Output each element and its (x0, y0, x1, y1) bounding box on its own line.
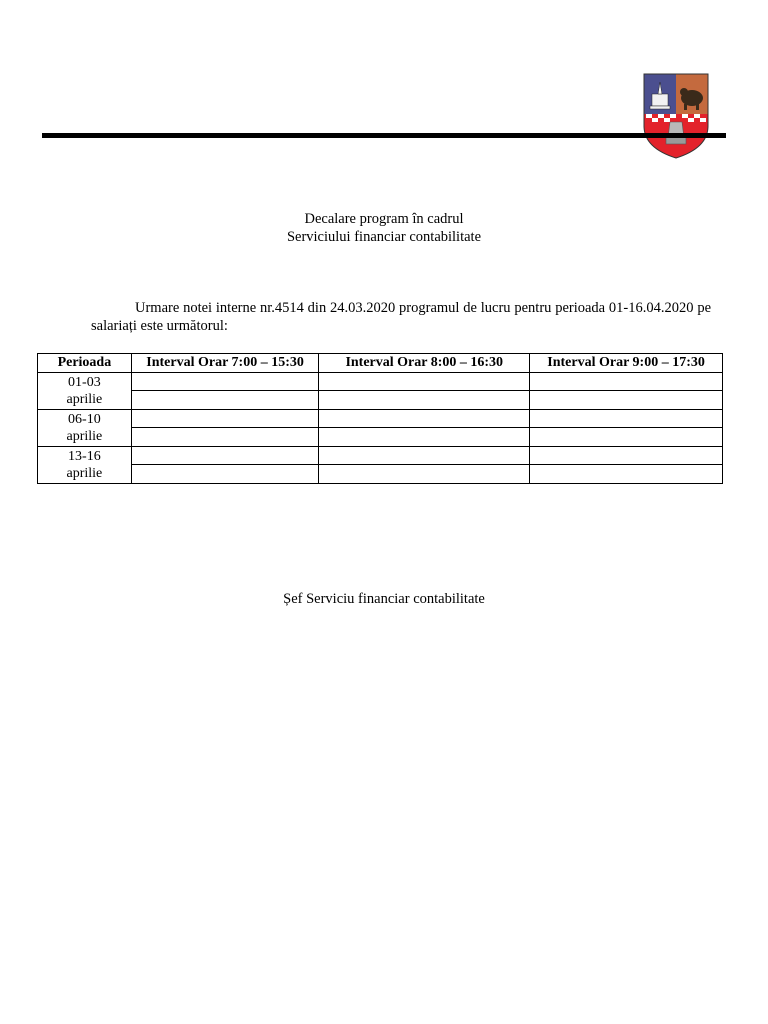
title-line-1: Decalare program în cadrul (304, 211, 464, 227)
document-title (0, 210, 768, 246)
table-cell (530, 465, 723, 484)
table-cell (319, 409, 530, 428)
table-header-row (38, 354, 723, 373)
table-cell (530, 409, 723, 428)
table-cell (319, 391, 530, 410)
table-cell (319, 428, 530, 447)
header-interval-1: Interval Orar 7:00 – 15:30 (131, 354, 319, 373)
table-row (38, 446, 723, 465)
intro-paragraph: Urmare notei interne nr.4514 din 24.03.2020 programul de lucru pentru perioada 01-16.04.2020 pe salariați este următorul: (91, 300, 711, 334)
schedule-table (37, 353, 723, 484)
table-cell (530, 446, 723, 465)
table-row (38, 465, 723, 484)
period-cell (38, 446, 132, 483)
table-cell (319, 446, 530, 465)
period-cell (38, 409, 132, 446)
period-month: aprilie (66, 465, 103, 481)
period-days: 13-16 (68, 448, 101, 464)
header-interval-2: Interval Orar 8:00 – 16:30 (319, 354, 530, 373)
table-cell (131, 428, 319, 447)
title-line-2: Serviciului financiar contabilitate (286, 229, 482, 245)
signature-line: Șef Serviciu financiar contabilitate (283, 591, 485, 607)
header-interval-3: Interval Orar 9:00 – 17:30 (530, 354, 723, 373)
table-cell (530, 428, 723, 447)
table-cell (319, 465, 530, 484)
table-cell (530, 372, 723, 391)
period-days: 01-03 (68, 374, 101, 390)
period-days: 06-10 (68, 411, 101, 427)
table-cell (131, 409, 319, 428)
period-cell (38, 372, 132, 409)
period-month: aprilie (66, 391, 103, 407)
header-rule (42, 133, 726, 138)
coat-of-arms-icon (642, 72, 710, 160)
table-row (38, 391, 723, 410)
table-row (38, 428, 723, 447)
table-cell (131, 465, 319, 484)
period-month: aprilie (66, 428, 103, 444)
header-perioada: Perioada (38, 354, 132, 373)
table-row (38, 372, 723, 391)
table-cell (530, 391, 723, 410)
table-cell (131, 446, 319, 465)
table-cell (131, 372, 319, 391)
table-row (38, 409, 723, 428)
table-cell (319, 372, 530, 391)
table-cell (131, 391, 319, 410)
